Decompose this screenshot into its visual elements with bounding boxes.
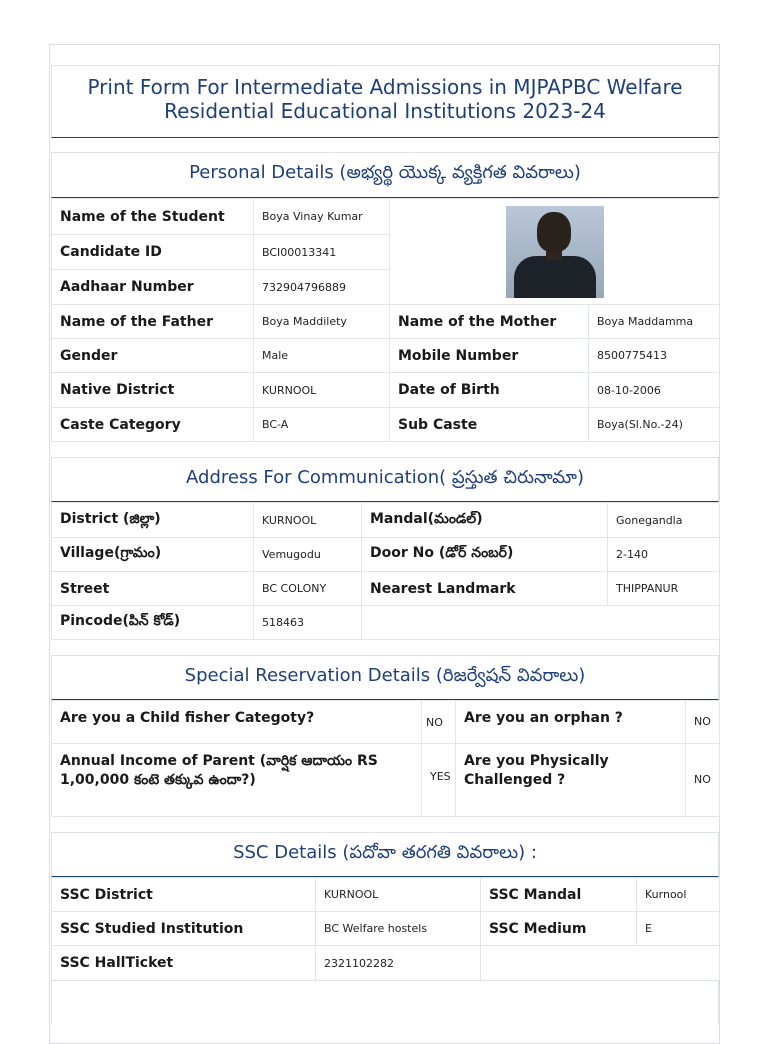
photo-cell [390, 199, 720, 305]
ssc-medium-value: E [637, 912, 720, 946]
annual-income-value: YES [422, 744, 456, 817]
physically-challenged-label: Are you Physically Challenged ? [456, 744, 686, 817]
ssc-heading: SSC Details (పదోవా తరగతి వివరాలు) : [233, 842, 537, 863]
ssc-table [51, 877, 720, 981]
student-name-value: Boya Vinay Kumar [254, 199, 390, 235]
door-label: Door No (డోర్ నంబర్) [362, 538, 608, 572]
village-value: Vemugodu [254, 538, 362, 572]
native-district-label: Native District [52, 373, 254, 408]
door-value: 2-140 [608, 538, 720, 572]
ssc-institution-value: BC Welfare hostels [316, 912, 481, 946]
gender-value: Male [254, 339, 390, 373]
reservation-table [51, 700, 720, 817]
personal-details-heading: Personal Details (అభ్యర్థి యొక్క వ్యక్తిగత వివరాలు) [189, 162, 581, 183]
child-fisher-value: NO [422, 701, 456, 744]
mandal-label: Mandal(మండల్) [362, 503, 608, 538]
form-title-block [51, 65, 719, 138]
ssc-hallticket-value: 2321102282 [316, 946, 481, 981]
candidate-id-value: BCI00013341 [254, 235, 390, 270]
mobile-value: 8500775413 [589, 339, 720, 373]
caste-value: BC-A [254, 408, 390, 442]
mandal-value: Gonegandla [608, 503, 720, 538]
child-fisher-label: Are you a Child fisher Categoty? [52, 701, 422, 744]
ssc-hallticket-label: SSC HallTicket [52, 946, 316, 981]
personal-details-heading-block [51, 152, 719, 198]
physically-challenged-value: NO [686, 744, 720, 817]
ssc-empty-cell [481, 946, 720, 981]
empty-cell [362, 606, 720, 640]
reservation-heading-block [51, 655, 719, 700]
father-name-label: Name of the Father [52, 305, 254, 339]
form-title-line2: Residential Educational Institutions 2023-24 [164, 99, 606, 123]
orphan-label: Are you an orphan ? [456, 701, 686, 744]
ssc-district-label: SSC District [52, 878, 316, 912]
student-name-label: Name of the Student [52, 199, 254, 235]
subcaste-label: Sub Caste [390, 408, 589, 442]
mother-name-value: Boya Maddamma [589, 305, 720, 339]
ssc-heading-block [51, 832, 719, 877]
address-heading-block [51, 457, 719, 502]
aadhaar-value: 732904796889 [254, 270, 390, 305]
street-value: BC COLONY [254, 572, 362, 606]
father-name-value: Boya Maddilety [254, 305, 390, 339]
form-title-line1: Print Form For Intermediate Admissions in MJPAPBC Welfare [87, 75, 683, 99]
annual-income-label: Annual Income of Parent (వార్షిక ఆదాయం RS 1,00,000 కంటె తక్కువ ఉందా?) [52, 744, 422, 817]
subcaste-value: Boya(Sl.No.-24) [589, 408, 720, 442]
ssc-district-value: KURNOOL [316, 878, 481, 912]
dob-value: 08-10-2006 [589, 373, 720, 408]
pincode-label: Pincode(పిన్ కోడ్) [52, 606, 254, 640]
ssc-mandal-label: SSC Mandal [481, 878, 637, 912]
caste-label: Caste Category [52, 408, 254, 442]
orphan-value: NO [686, 701, 720, 744]
mother-name-label: Name of the Mother [390, 305, 589, 339]
landmark-value: THIPPANUR [608, 572, 720, 606]
district-label: District (జిల్లా) [52, 503, 254, 538]
student-photo [506, 206, 604, 298]
district-value: KURNOOL [254, 503, 362, 538]
ssc-institution-label: SSC Studied Institution [52, 912, 316, 946]
form-footer-block [51, 980, 719, 1024]
candidate-id-label: Candidate ID [52, 235, 254, 270]
gender-label: Gender [52, 339, 254, 373]
street-label: Street [52, 572, 254, 606]
native-district-value: KURNOOL [254, 373, 390, 408]
aadhaar-label: Aadhaar Number [52, 270, 254, 305]
address-heading: Address For Communication( ప్రస్తుత చిరునామా) [186, 467, 584, 488]
personal-details-table [51, 198, 720, 442]
address-table [51, 502, 720, 640]
reservation-heading: Special Reservation Details (రిజర్వేషన్ వివరాలు) [184, 665, 586, 686]
village-label: Village(గ్రామం) [52, 538, 254, 572]
pincode-value: 518463 [254, 606, 362, 640]
ssc-mandal-value: Kurnool [637, 878, 720, 912]
landmark-label: Nearest Landmark [362, 572, 608, 606]
dob-label: Date of Birth [390, 373, 589, 408]
ssc-medium-label: SSC Medium [481, 912, 637, 946]
mobile-label: Mobile Number [390, 339, 589, 373]
